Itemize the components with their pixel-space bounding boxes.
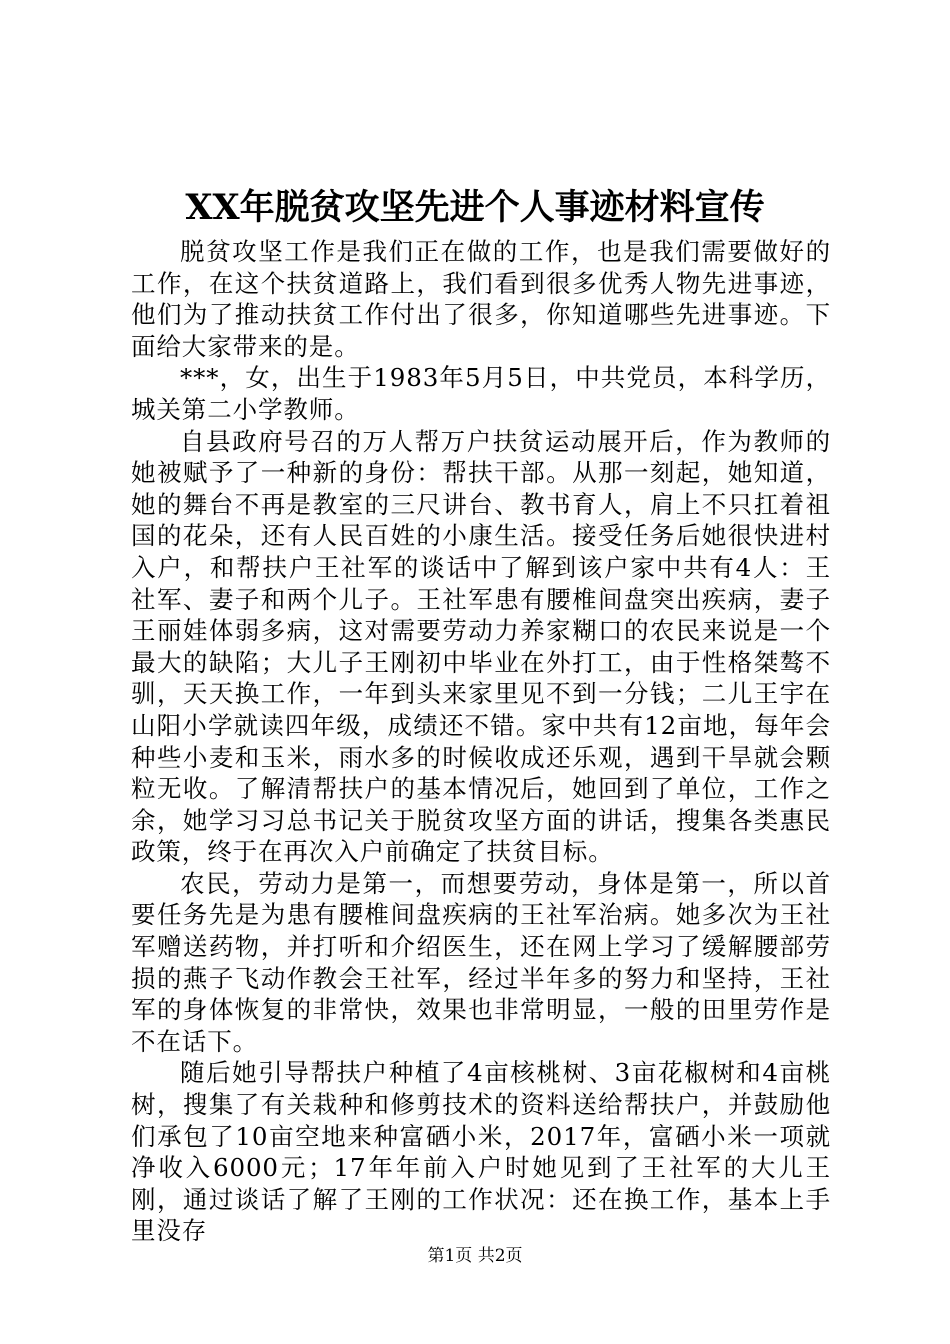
document-title: XX年脱贫攻坚先进个人事迹材料宣传 bbox=[185, 187, 765, 228]
paragraph-background: 自县政府号召的万人帮万户扶贫运动展开后，作为教师的她被赋予了一种新的身份：帮扶干部。从那一刻起，她知道，她的舞台不再是教室的三尺讲台、教书育人，肩上不只扛着祖国的花朵，还有人民百姓的小康生活。接受任务后她很快进村入户，和帮扶户王社军的谈话中了解到该户家中共有4人：王社军、妻子和两个儿子。王社军患有腰椎间盘突出疾病，妻子王丽娃体弱多病，这对需要劳动力养家糊口的农民来说是一个最大的缺陷；大儿子王刚初中毕业在外打工，由于性格桀骜不驯，天天换工作，一年到头来家里见不到一分钱；二儿王宇在山阳小学就读四年级，成绩还不错。家中共有12亩地，每年会种些小麦和玉米，雨水多的时候收成还乐观，遇到干旱就会颗粒无收。了解清帮扶户的基本情况后，她回到了单位，工作之余，她学习习总书记关于脱贫攻坚方面的讲话，搜集各类惠民政策，终于在再次入户前确定了扶贫目标。 bbox=[131, 426, 831, 867]
paragraph-planting: 随后她引导帮扶户种植了4亩核桃树、3亩花椒树和4亩桃树，搜集了有关栽种和修剪技术的资料送给帮扶户，并鼓励他们承包了10亩空地来种富硒小米，2017年，富硒小米一项就净收入6000元；17年年前入户时她见到了王社军的大儿王刚，通过谈话了解了王刚的工作状况：还在换工作，基本上手里没存 bbox=[131, 1058, 831, 1246]
paragraph-intro: 脱贫攻坚工作是我们正在做的工作，也是我们需要做好的工作，在这个扶贫道路上，我们看到很多优秀人物先进事迹，他们为了推动扶贫工作付出了很多，你知道哪些先进事迹。下面给大家带来的是。 bbox=[131, 237, 831, 361]
page-number-footer: 第1页 共2页 bbox=[427, 1246, 523, 1266]
paragraph-treatment: 农民，劳动力是第一，而想要劳动，身体是第一，所以首要任务先是为患有腰椎间盘疾病的王社军治病。她多次为王社军赠送药物，并打听和介绍医生，还在网上学习了缓解腰部劳损的燕子飞动作教会王社军，经过半年多的努力和坚持，王社军的身体恢复的非常快，效果也非常明显，一般的田里劳作是不在话下。 bbox=[131, 868, 831, 1056]
paragraph-profile: ***，女，出生于1983年5月5日，中共党员，本科学历，城关第二小学教师。 bbox=[131, 363, 831, 424]
document-body bbox=[131, 236, 831, 1247]
